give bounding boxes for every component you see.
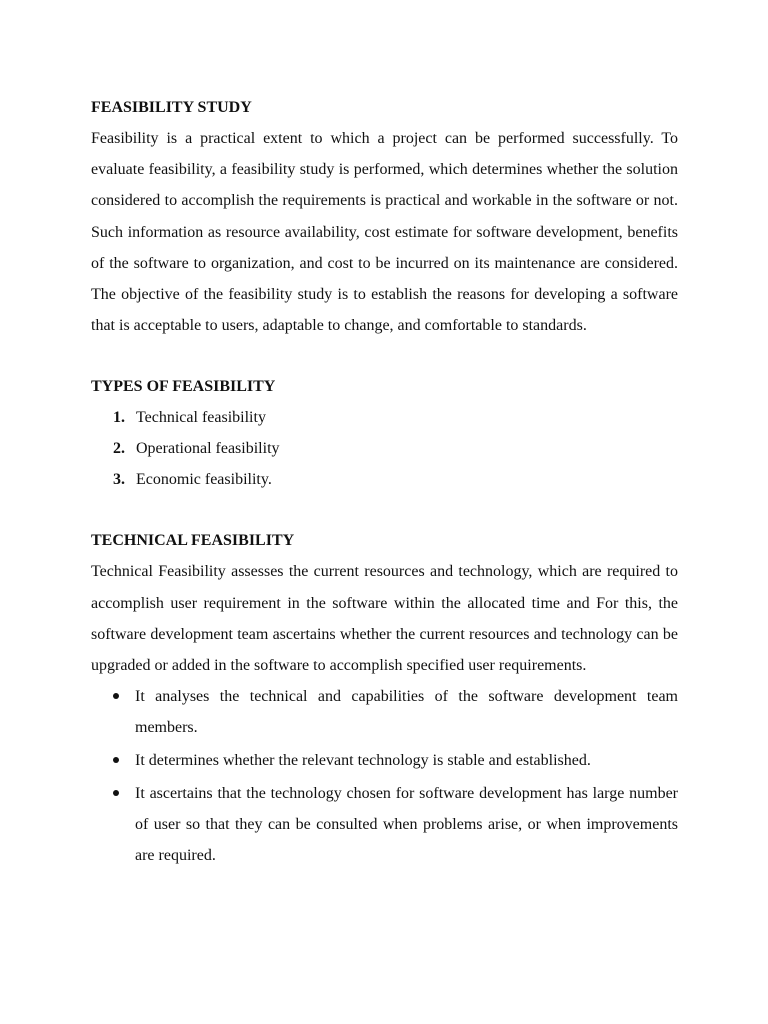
bullet-icon: [113, 757, 119, 763]
bullet-text: It ascertains that the technology chosen for software development has large number of user so that they can be consulted when problems arise, or when improvements are required.: [135, 785, 678, 865]
bullet-text: It analyses the technical and capabilities of the software development team members.: [135, 688, 678, 737]
list-item-number: 2.: [113, 440, 125, 458]
bullet-icon: [113, 693, 119, 699]
list-item: [91, 778, 678, 871]
list-item: [91, 402, 678, 433]
technical-feasibility-bullets: [91, 681, 678, 871]
document-page: [91, 92, 678, 873]
technical-feasibility-heading: TECHNICAL FEASIBILITY: [91, 532, 295, 550]
list-item: [91, 681, 678, 743]
list-item-number: 3.: [113, 471, 125, 489]
list-item: [91, 433, 678, 464]
list-item: [91, 745, 678, 776]
types-of-feasibility-heading: TYPES OF FEASIBILITY: [91, 378, 276, 396]
technical-feasibility-paragraph: Technical Feasibility assesses the current resources and technology, which are required to accomplish user requirement in the software within the allocated time and For this, the software development team ascertains whether the current resources and technology can be upgraded or added in the software to accomplish specified user requirements.: [91, 563, 678, 675]
list-item: [91, 464, 678, 495]
list-item-number: 1.: [113, 409, 125, 427]
list-item-text: Technical feasibility: [136, 409, 266, 427]
bullet-icon: [113, 790, 119, 796]
types-list: [91, 402, 678, 495]
spacer: [91, 341, 678, 371]
feasibility-study-paragraph: Feasibility is a practical extent to which a project can be performed successfully. To evaluate feasibility, a feasibility study is performed, which determines whether the solution considered to accomplish the requirements is practical and workable in the software or not. Such information as resource availability, cost estimate for software development, benefits of the software to organization, and cost to be incurred on its maintenance are considered. The objective of the feasibility study is to establish the reasons for developing a software that is acceptable to users, adaptable to change, and comfortable to standards.: [91, 130, 678, 335]
feasibility-study-heading: FEASIBILITY STUDY: [91, 99, 252, 116]
bullet-text: It determines whether the relevant technology is stable and established.: [135, 752, 591, 770]
spacer: [91, 495, 678, 525]
list-item-text: Operational feasibility: [136, 440, 280, 458]
list-item-text: Economic feasibility.: [136, 471, 272, 489]
